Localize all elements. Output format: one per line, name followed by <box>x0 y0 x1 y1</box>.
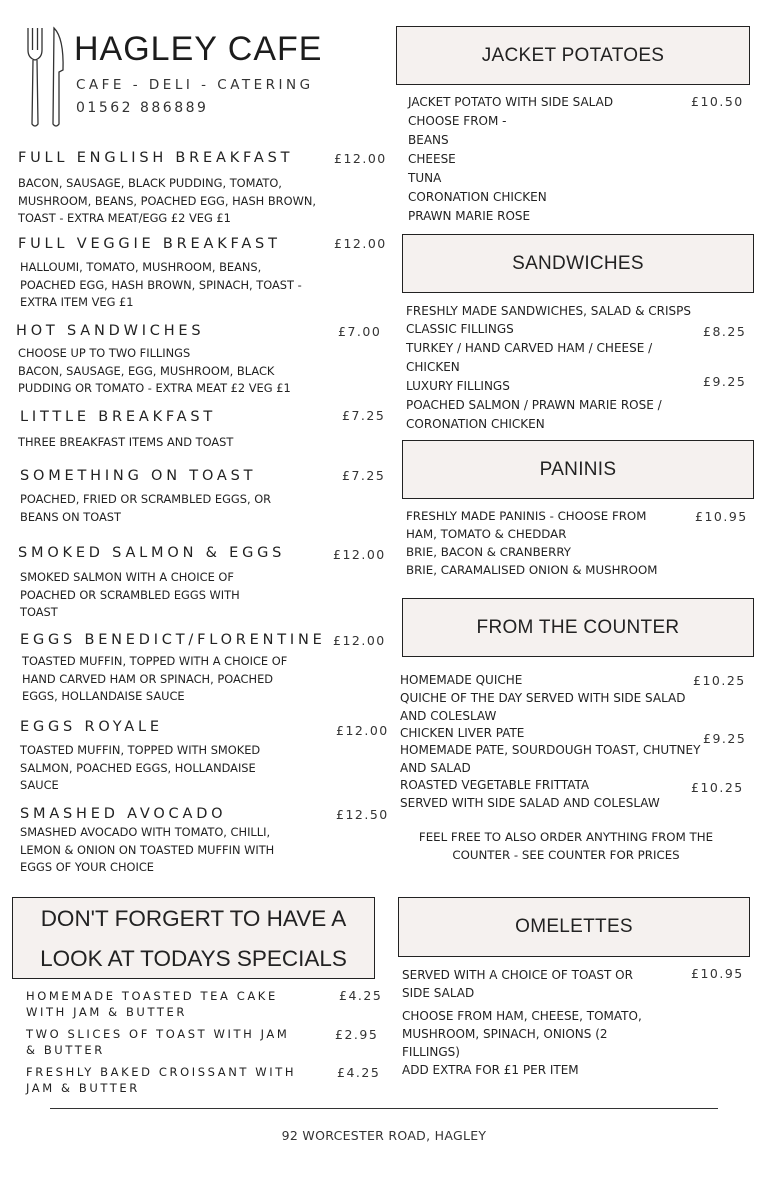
item-price: £12.00 <box>334 236 387 251</box>
pate-price: £9.25 <box>703 731 747 746</box>
tea-item-name: FRESHLY BAKED CROISSANT WITH JAM & BUTTER <box>26 1065 297 1095</box>
sandwiches-intro: FRESHLY MADE SANDWICHES, SALAD & CRISPS <box>406 304 691 318</box>
cutlery-logo <box>22 24 70 130</box>
frittata-price: £10.25 <box>691 780 744 795</box>
item-price: £7.00 <box>338 324 382 339</box>
item-name: FULL VEGGIE BREAKFAST <box>18 236 281 252</box>
specials-banner <box>12 897 375 979</box>
quiche-desc: QUICHE OF THE DAY SERVED WITH SIDE SALAD AND COLESLAW <box>400 691 686 723</box>
omelettes-desc: SERVED WITH A CHOICE OF TOAST OR SIDE SALAD <box>402 968 633 1000</box>
item-price: £12.00 <box>333 633 386 648</box>
counter-note: FEEL FREE TO ALSO ORDER ANYTHING FROM THE COUNTER - SEE COUNTER FOR PRICES <box>418 830 714 862</box>
luxury-desc: POACHED SALMON / PRAWN MARIE ROSE / CORONATION CHICKEN <box>406 398 662 431</box>
specials-line-2: LOOK AT TODAYS SPECIALS <box>40 946 347 971</box>
pate-desc: HOMEMADE PATE, SOURDOUGH TOAST, CHUTNEY AND SALAD <box>400 743 701 775</box>
item-name: EGGS ROYALE <box>20 719 163 735</box>
tea-item-name: TWO SLICES OF TOAST WITH JAM & BUTTER <box>26 1027 290 1057</box>
item-desc: TOASTED MUFFIN, TOPPED WITH SMOKED SALMON, POACHED EGGS, HOLLANDAISE SAUCE <box>20 743 261 792</box>
item-price: £7.25 <box>342 468 386 483</box>
item-desc: TOASTED MUFFIN, TOPPED WITH A CHOICE OF HAND CARVED HAM OR SPINACH, POACHED EGGS, HOLLANDAISE SAUCE <box>22 654 288 703</box>
counter-heading: FROM THE COUNTER <box>402 598 754 657</box>
paninis-price: £10.95 <box>695 509 748 524</box>
paninis-desc: FRESHLY MADE PANINIS - CHOOSE FROM HAM, TOMATO & CHEDDAR BRIE, BACON & CRANBERRY BRIE, CARAMALISED ONION & MUSHROOM <box>406 509 658 577</box>
item-name: FULL ENGLISH BREAKFAST <box>18 150 294 166</box>
tea-item-price: £4.25 <box>339 988 383 1003</box>
knife-icon <box>53 28 63 126</box>
item-desc: SMOKED SALMON WITH A CHOICE OF POACHED OR SCRAMBLED EGGS WITH TOAST <box>20 570 240 619</box>
frittata-desc: SERVED WITH SIDE SALAD AND COLESLAW <box>400 796 660 810</box>
item-desc: POACHED, FRIED OR SCRAMBLED EGGS, OR BEANS ON TOAST <box>20 492 272 524</box>
sandwiches-heading: SANDWICHES <box>402 234 754 293</box>
item-name: SMOKED SALMON & EGGS <box>18 545 286 561</box>
paninis-heading: PANINIS <box>402 440 754 499</box>
item-desc: SMASHED AVOCADO WITH TOMATO, CHILLI, LEMON & ONION ON TOASTED MUFFIN WITH EGGS OF YOUR CHOICE <box>20 825 275 874</box>
item-desc: CHOOSE UP TO TWO FILLINGS BACON, SAUSAGE, EGG, MUSHROOM, BLACK PUDDING OR TOMATO - EXTRA MEAT £2 VEG £1 <box>18 346 291 395</box>
tea-item-price: £4.25 <box>337 1065 381 1080</box>
item-name: HOT SANDWICHES <box>16 323 205 339</box>
cafe-phone: 01562 886889 <box>76 100 209 116</box>
omelettes-heading: OMELETTES <box>398 897 750 957</box>
item-desc: HALLOUMI, TOMATO, MUSHROOM, BEANS, POACHED EGG, HASH BROWN, SPINACH, TOAST - EXTRA ITEM VEG £1 <box>20 260 302 309</box>
item-price: £12.00 <box>333 547 386 562</box>
item-price: £7.25 <box>342 408 386 423</box>
classic-label: CLASSIC FILLINGS <box>406 322 514 336</box>
item-name: SMASHED AVOCADO <box>20 806 227 822</box>
omelettes-choices: CHOOSE FROM HAM, CHEESE, TOMATO, MUSHROOM, SPINACH, ONIONS (2 FILLINGS) ADD EXTRA FOR £1 PER ITEM <box>402 1009 642 1077</box>
item-price: £12.00 <box>336 723 389 738</box>
jacket-options: CHOOSE FROM - BEANS CHEESE TUNA CORONATION CHICKEN PRAWN MARIE ROSE <box>408 114 547 223</box>
fork-icon <box>28 28 42 126</box>
tea-item-name: HOMEMADE TOASTED TEA CAKE WITH JAM & BUTTER <box>26 989 278 1019</box>
item-desc: BACON, SAUSAGE, BLACK PUDDING, TOMATO, MUSHROOM, BEANS, POACHED EGG, HASH BROWN, TOAST - EXTRA MEAT/EGG £2 VEG £1 <box>18 176 316 225</box>
footer-divider <box>50 1108 718 1109</box>
specials-line-1: DON'T FORGERT TO HAVE A <box>40 906 347 931</box>
quiche-label: HOMEMADE QUICHE <box>400 673 523 687</box>
classic-price: £8.25 <box>703 324 747 339</box>
item-desc: THREE BREAKFAST ITEMS AND TOAST <box>18 435 234 449</box>
quiche-price: £10.25 <box>693 673 746 688</box>
item-name: SOMETHING ON TOAST <box>20 468 257 484</box>
classic-desc: TURKEY / HAND CARVED HAM / CHEESE / CHICKEN <box>406 341 653 374</box>
item-name: LITTLE BREAKFAST <box>20 409 217 425</box>
luxury-price: £9.25 <box>703 374 747 389</box>
jacket-price: £10.50 <box>691 94 744 109</box>
tea-item-price: £2.95 <box>335 1027 379 1042</box>
cafe-subtitle: CAFE - DELI - CATERING <box>76 77 314 93</box>
pate-label: CHICKEN LIVER PATE <box>400 726 525 740</box>
omelettes-price: £10.95 <box>691 966 744 981</box>
item-price: £12.00 <box>334 151 387 166</box>
frittata-label: ROASTED VEGETABLE FRITTATA <box>400 778 590 792</box>
item-price: £12.50 <box>336 807 389 822</box>
footer-address: 92 WORCESTER ROAD, HAGLEY <box>281 1128 487 1143</box>
jacket-potatoes-heading: JACKET POTATOES <box>396 26 750 85</box>
luxury-label: LUXURY FILLINGS <box>406 379 510 393</box>
item-name: EGGS BENEDICT/FLORENTINE <box>20 632 326 648</box>
cafe-title: HAGLEY CAFE <box>74 30 323 68</box>
jacket-item: JACKET POTATO WITH SIDE SALAD <box>408 95 614 109</box>
